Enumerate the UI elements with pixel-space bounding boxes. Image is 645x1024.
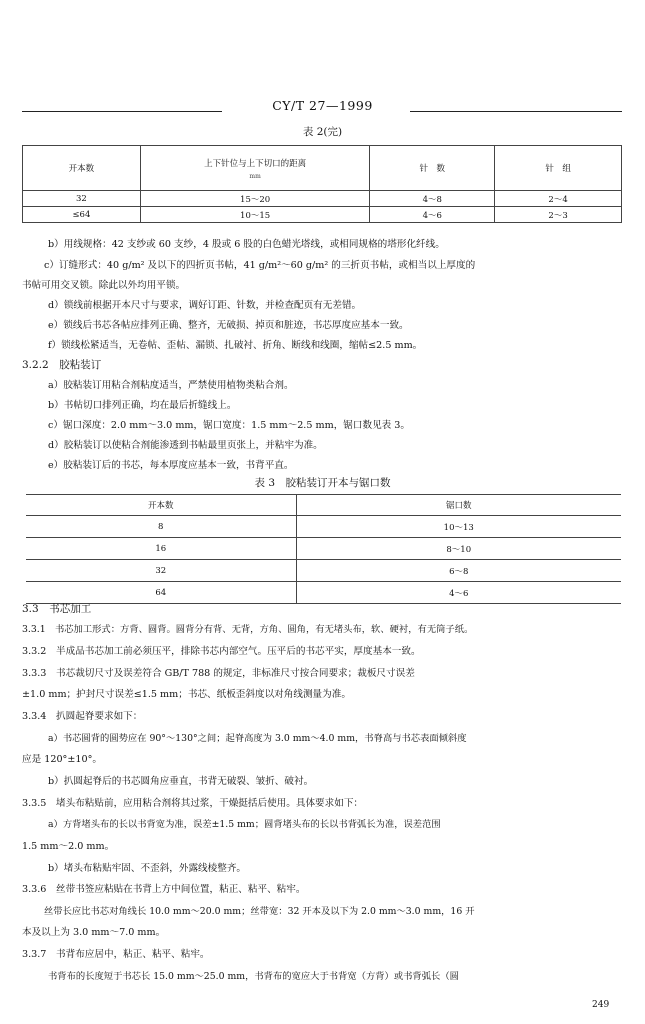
para-3-3-6-ribbon: 丝带长应比书芯对角线长 10.0 mm～20.0 mm；丝带宽：32 开本及以下为 2.0 mm～3.0 mm，16 开: [44, 906, 475, 917]
para-3-3-5: 3.3.5 堵头布粘贴前，应用粘合剂将其过浆，干燥挺括后使用。具体要求如下：: [22, 798, 364, 809]
para-3-3-3-cont: ±1.0 mm；护封尺寸误差≤1.5 mm；书芯、纸板歪斜度以对角线测量为准。: [22, 689, 351, 700]
table3: [26, 494, 621, 604]
table2: [22, 145, 622, 223]
para-3-3-1: 3.3.1 书芯加工形式：方背、圆背。圆背分有背、无背，方角、圆角，有无堵头布，软、硬衬，有无筒子纸。: [22, 624, 474, 635]
table2-header-groups: 针 组: [495, 146, 622, 191]
para-3-3-3: 3.3.3 书芯裁切尺寸及误差符合 GB/T 788 的规定，非标准尺寸按合同要求；裁板尺寸误差: [22, 668, 415, 679]
para-322b: b）用线规格：42 支纱或 60 支纱，4 股或 6 股的白色蜡光塔线，或相同规格的塔形化纤线。: [48, 239, 445, 250]
para-3-3-4a: a）书芯圆背的圆势应在 90°～130°之间；起脊高度为 3.0 mm～4.0 mm，书脊高与书芯表面倾斜度: [48, 733, 467, 744]
table2-header-stitches: 针 数: [370, 146, 495, 191]
para-b-e: e）胶粘装订后的书芯，每本厚度应基本一致，书背平直。: [48, 460, 294, 471]
para-3-3-7-cont: 书背布的长度短于书芯长 15.0 mm～25.0 mm，书背布的宽应大于书背宽（方背）或书背弧长（圆: [48, 971, 459, 982]
para-3-3-5b: b）堵头布粘贴牢固、不歪斜，外露线棱整齐。: [48, 863, 247, 874]
table-row: 32 15～20 4～8 2～4: [23, 191, 622, 207]
section-3-2-2: 3.2.2 胶粘装订: [22, 359, 102, 371]
table-row: 32 6～8: [26, 560, 621, 582]
table3-header-format: 开本数: [26, 495, 296, 516]
table-row: 16 8～10: [26, 538, 621, 560]
table2-caption: 表 2(完): [302, 126, 343, 138]
para-3-3-7: 3.3.7 书背布应居中，粘正、粘平、粘牢。: [22, 949, 210, 960]
para-b-b: b）书帖切口排列正确，均在最后折缝线上。: [48, 400, 237, 411]
para-322c: c）订缝形式：40 g/m² 及以下的四折页书帖，41 g/m²～60 g/m² 的三折页书帖，或相当以上厚度的: [44, 260, 476, 271]
header-rule-right: [410, 111, 622, 112]
table-row: 8 10～13: [26, 516, 621, 538]
para-3-3-2: 3.3.2 半成品书芯加工前必须压平，排除书芯内部空气。压平后的书芯平实，厚度基本一致。: [22, 646, 421, 657]
para-b-a: a）胶粘装订用粘合剂粘度适当，严禁使用植物类粘合剂。: [48, 380, 294, 391]
para-3-3-5a-cont: 1.5 mm～2.0 mm。: [22, 841, 115, 852]
para-322f: f）锁线松紧适当，无卷帖、歪帖、漏锁、扎破衬、折角、断线和线圈，缩帖≤2.5 mm。: [48, 340, 423, 351]
para-322c-cont: 书帖可用交叉锁。除此以外均用平锁。: [22, 280, 186, 291]
table-row: 64 4～6: [26, 582, 621, 604]
para-b-d: d）胶粘装订以使粘合剂能渗透到书帖最里页张上，并粘牢为准。: [48, 440, 323, 451]
table3-caption: 表 3 胶粘装订开本与锯口数: [254, 477, 391, 489]
para-3-3-6-cont: 本及以上为 3.0 mm～7.0 mm。: [22, 927, 166, 938]
para-b-c: c）锯口深度：2.0 mm～3.0 mm，锯口宽度：1.5 mm～2.5 mm，锯口数见表 3。: [48, 420, 410, 431]
table-row: ≤64 10～15 4～6 2～3: [23, 207, 622, 223]
table2-header-distance: 上下针位与上下切口的距离 mm: [140, 146, 370, 191]
standard-code: CY/T 27—1999: [272, 98, 373, 113]
para-3-3-5a: a）方背堵头布的长以书背宽为准，误差±1.5 mm；圆背堵头布的长以书背弧长为准，误差范围: [48, 819, 441, 830]
para-322d: d）锁线前根据开本尺寸与要求，调好订距、针数，并检查配页有无差错。: [48, 300, 362, 311]
para-322e: e）锁线后书芯各帖应排列正确、整齐，无破损、掉页和脏迹，书芯厚度应基本一致。: [48, 320, 409, 331]
section-3-3: 3.3 书芯加工: [22, 603, 92, 615]
para-3-3-6: 3.3.6 丝带书签应粘贴在书背上方中间位置，粘正、粘平、粘牢。: [22, 884, 306, 895]
page-number: 249: [592, 1000, 610, 1010]
table3-header-saw: 锯口数: [296, 495, 621, 516]
table2-header-format: 开本数: [23, 146, 141, 191]
para-3-3-4: 3.3.4 扒圆起脊要求如下：: [22, 711, 143, 722]
para-3-3-4b: b）扒圆起脊后的书芯圆角应垂直，书背无破裂、皱折、破衬。: [48, 776, 314, 787]
para-3-3-4a-cont: 应是 120°±10°。: [22, 754, 102, 765]
